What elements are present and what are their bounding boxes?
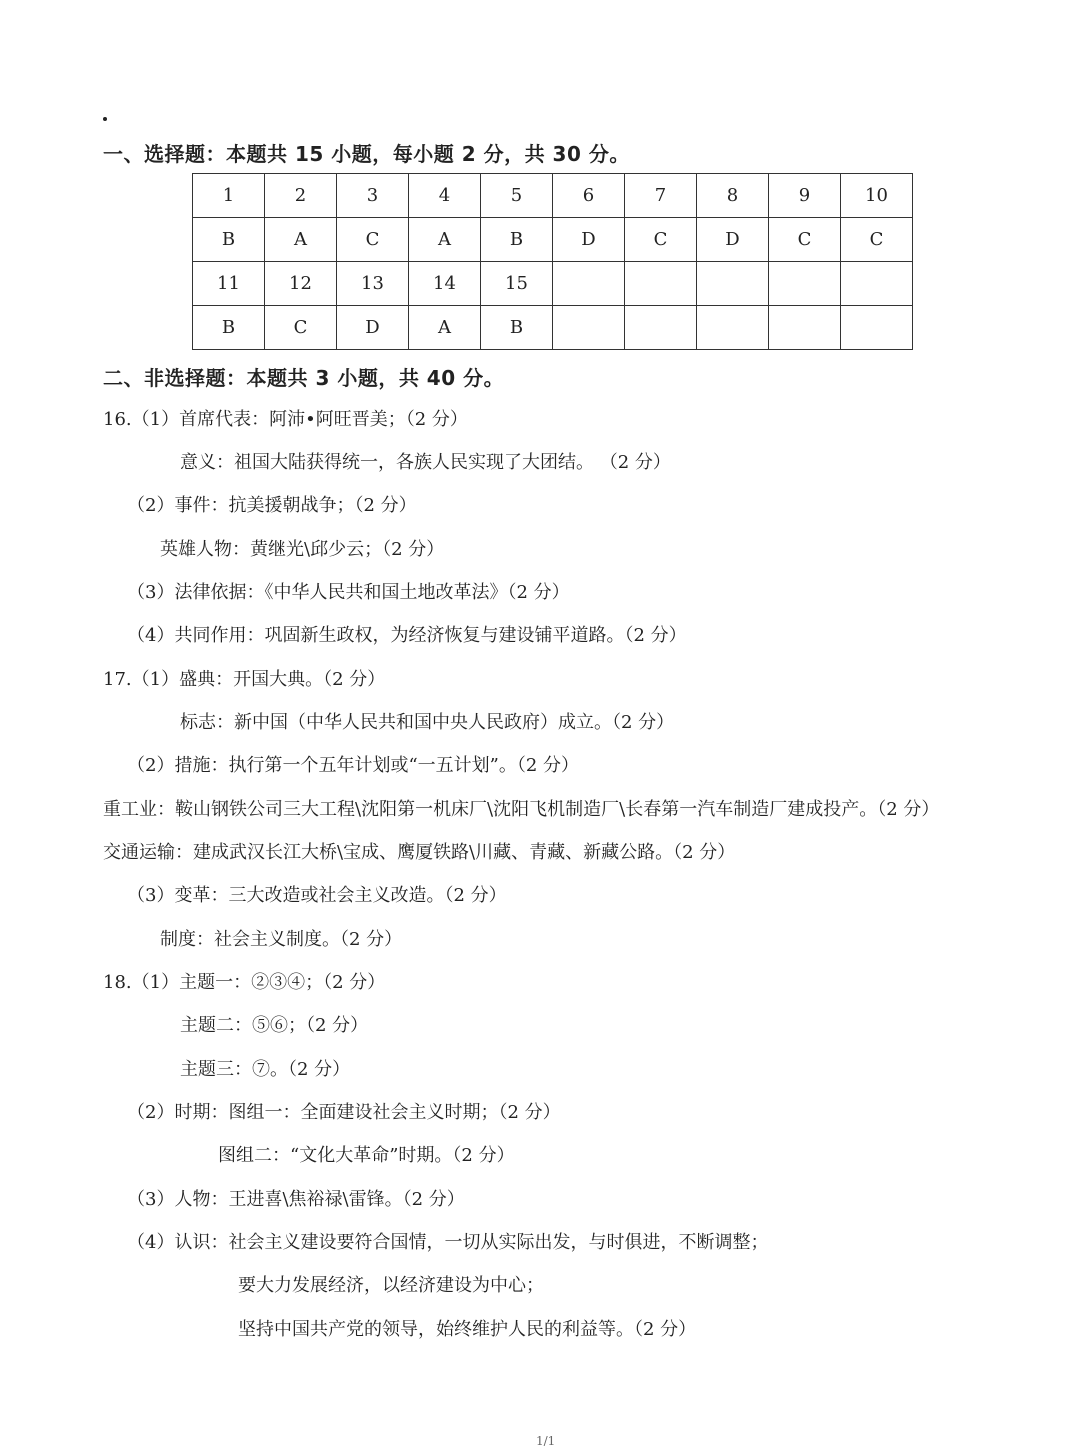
answer-line-18-4-c: 坚持中国共产党的领导，始终维护人民的利益等。（2 分）: [238, 1319, 697, 1340]
table-cell: C: [625, 218, 697, 262]
table-cell: 8: [697, 174, 769, 218]
answer-line-17-1: 17.（1）盛典：开国大典。（2 分）: [103, 669, 386, 690]
answer-line-16-2-heroes: 英雄人物：黄继光\邱少云；（2 分）: [160, 539, 445, 560]
answer-line-18-1-theme3: 主题三：⑦。（2 分）: [180, 1059, 351, 1080]
table-row: [193, 174, 913, 218]
answer-line-17-3-system: 制度：社会主义制度。（2 分）: [160, 929, 403, 950]
table-cell: C: [337, 218, 409, 262]
table-cell: 1: [193, 174, 265, 218]
table-cell: D: [337, 306, 409, 350]
table-cell: 11: [193, 262, 265, 306]
answer-table: [192, 173, 913, 350]
table-cell: [553, 262, 625, 306]
table-cell: 5: [481, 174, 553, 218]
answer-line-16-2: （2）事件：抗美援朝战争；（2 分）: [127, 495, 417, 516]
page-number: 1/1: [536, 1434, 556, 1448]
table-cell: [697, 306, 769, 350]
table-cell: A: [409, 306, 481, 350]
table-cell: A: [409, 218, 481, 262]
answer-line-17-3: （3）变革：三大改造或社会主义改造。（2 分）: [127, 885, 507, 906]
answer-line-18-1-theme2: 主题二：⑤⑥；（2 分）: [180, 1015, 369, 1036]
table-cell: B: [481, 218, 553, 262]
answer-line-18-4-b: 要大力发展经济，以经济建设为中心；: [238, 1275, 544, 1296]
table-cell: C: [841, 218, 913, 262]
table-cell: [769, 262, 841, 306]
table-row: [193, 218, 913, 262]
answer-line-18-2: （2）时期：图组一：全面建设社会主义时期；（2 分）: [127, 1102, 561, 1123]
table-cell: [769, 306, 841, 350]
table-cell: 14: [409, 262, 481, 306]
table-row: [193, 262, 913, 306]
table-cell: [841, 262, 913, 306]
table-cell: 10: [841, 174, 913, 218]
table-cell: [553, 306, 625, 350]
answer-line-18-2-group2: 图组二：“文化大革命”时期。（2 分）: [218, 1145, 515, 1166]
answer-line-17-2: （2）措施：执行第一个五年计划或“一五计划”。（2 分）: [127, 755, 580, 776]
answer-line-16-3: （3）法律依据：《中华人民共和国土地改革法》（2 分）: [127, 582, 570, 603]
table-cell: B: [193, 218, 265, 262]
stray-dot: [103, 117, 107, 121]
section1-heading: 一、选择题：本题共 15 小题，每小题 2 分，共 30 分。: [103, 142, 630, 166]
table-cell: A: [265, 218, 337, 262]
answer-line-17-2-transport: 交通运输：建成武汉长江大桥\宝成、鹰厦铁路\川藏、青藏、新藏公路。（2 分）: [103, 842, 736, 863]
table-row: [193, 306, 913, 350]
table-cell: 6: [553, 174, 625, 218]
answer-line-16-1: 16.（1）首席代表：阿沛•阿旺晋美；（2 分）: [103, 409, 468, 430]
table-cell: 7: [625, 174, 697, 218]
table-cell: 9: [769, 174, 841, 218]
table-cell: 2: [265, 174, 337, 218]
table-cell: [697, 262, 769, 306]
answer-line-18-3: （3）人物：王进喜\焦裕禄\雷锋。（2 分）: [127, 1189, 465, 1210]
answer-line-17-1-sign: 标志：新中国（中华人民共和国中央人民政府）成立。（2 分）: [180, 712, 675, 733]
table-cell: C: [769, 218, 841, 262]
answer-line-16-1-meaning: 意义：祖国大陆获得统一，各族人民实现了大团结。 （2 分）: [180, 452, 671, 473]
table-cell: [625, 262, 697, 306]
table-cell: 13: [337, 262, 409, 306]
table-cell: B: [481, 306, 553, 350]
table-cell: [841, 306, 913, 350]
table-cell: D: [697, 218, 769, 262]
answer-line-17-2-industry: 重工业：鞍山钢铁公司三大工程\沈阳第一机床厂\沈阳飞机制造厂\长春第一汽车制造厂建成投产。（2 分）: [103, 799, 940, 820]
table-cell: D: [553, 218, 625, 262]
table-cell: C: [265, 306, 337, 350]
table-cell: 12: [265, 262, 337, 306]
answer-line-16-4: （4）共同作用：巩固新生政权，为经济恢复与建设铺平道路。（2 分）: [127, 625, 687, 646]
answer-line-18-1: 18.（1）主题一：②③④；（2 分）: [103, 972, 386, 993]
section2-heading: 二、非选择题：本题共 3 小题，共 40 分。: [103, 366, 505, 390]
table-cell: 15: [481, 262, 553, 306]
table-cell: 4: [409, 174, 481, 218]
table-cell: 3: [337, 174, 409, 218]
table-cell: B: [193, 306, 265, 350]
answer-line-18-4: （4）认识：社会主义建设要符合国情，一切从实际出发，与时俱进，不断调整；: [127, 1232, 769, 1253]
table-cell: [625, 306, 697, 350]
